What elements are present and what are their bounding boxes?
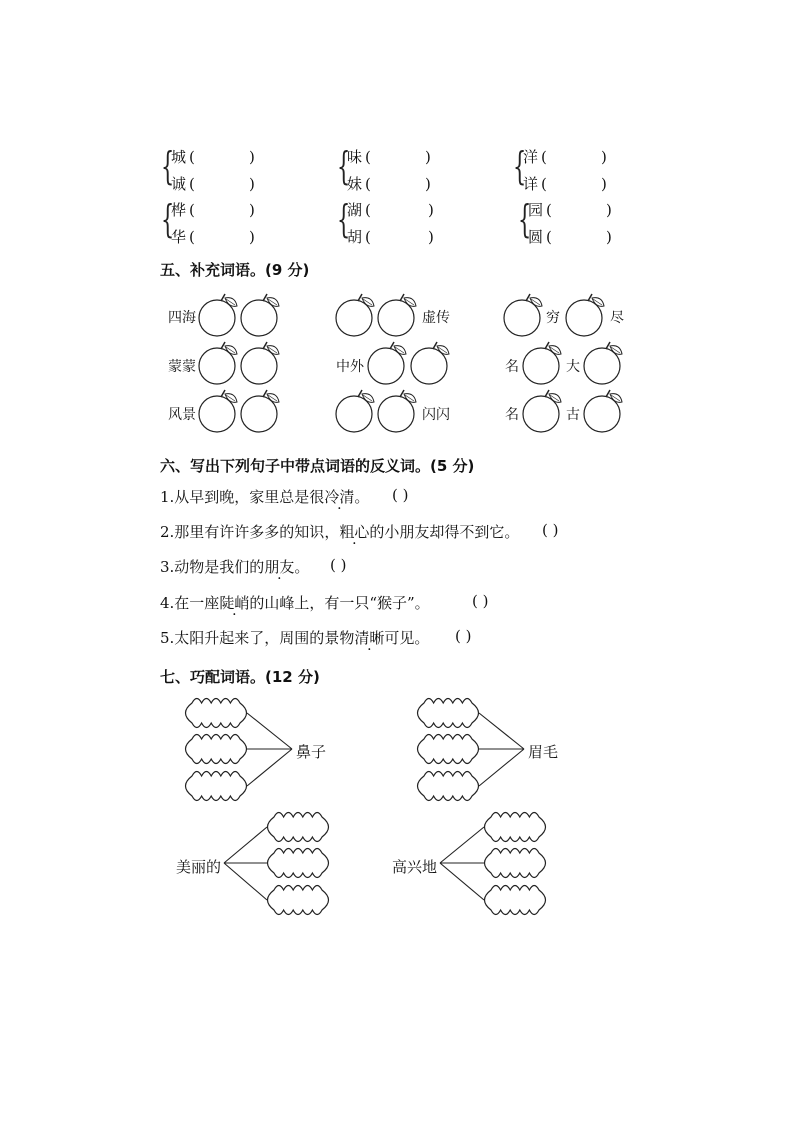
pair-char: 味	[347, 148, 363, 166]
idiom-word: 闪闪	[422, 407, 450, 423]
sentence-text: 2.那里有许许多多的知识，	[160, 523, 340, 541]
connector-line	[479, 749, 524, 786]
cloud-answer-box[interactable]	[186, 735, 247, 764]
idiom-word: 大	[566, 359, 580, 375]
pair-char: 华	[171, 228, 187, 246]
answer-blank[interactable]: ( )	[542, 521, 559, 539]
center-word-eyebrow: 眉毛	[528, 743, 559, 761]
answer-paren-close: )	[606, 228, 612, 246]
pair-char: 桦	[171, 201, 187, 219]
brace: {	[518, 197, 532, 241]
idiom-word: 名	[505, 359, 519, 375]
pair-char: 详	[523, 175, 539, 193]
answer-paren-open[interactable]: (	[189, 228, 195, 246]
answer-blank[interactable]: ( )	[455, 627, 472, 645]
brace: {	[337, 197, 351, 241]
sentence-text: 5.太阳升起来了，周围的景物	[160, 629, 355, 647]
sentence-text: 1.从早到晚，家里总是很	[160, 488, 325, 506]
cloud-answer-box[interactable]	[268, 849, 329, 878]
cloud-answer-box[interactable]	[268, 886, 329, 915]
section-7-heading: 七、巧配词语。(12 分)	[160, 668, 320, 686]
sentence-text: 4.在一座	[160, 594, 220, 612]
answer-paren-close: )	[249, 148, 255, 166]
connector-line	[224, 827, 267, 863]
connector-line	[247, 749, 292, 786]
connector-line	[440, 827, 484, 863]
cloud-answer-box[interactable]	[418, 735, 479, 764]
answer-paren-close: )	[425, 175, 431, 193]
answer-paren-open[interactable]: (	[365, 201, 371, 219]
answer-paren-open[interactable]: (	[546, 228, 552, 246]
pair-char: 诚	[171, 175, 187, 193]
pair-char: 湖	[347, 201, 363, 219]
answer-paren-open[interactable]: (	[189, 148, 195, 166]
connector-line	[224, 863, 267, 900]
cloud-answer-box[interactable]	[485, 849, 546, 878]
sentence-text: 3.动物是我们的	[160, 558, 265, 576]
answer-paren-close: )	[601, 175, 607, 193]
pair-char: 洋	[523, 148, 539, 166]
sentence-text: 。	[354, 488, 370, 506]
answer-paren-open[interactable]: (	[189, 201, 195, 219]
idiom-word: 名	[505, 407, 519, 423]
cloud-answer-box[interactable]	[418, 772, 479, 801]
cloud-answer-box[interactable]	[268, 813, 329, 842]
sentence-text: 可见。	[384, 629, 430, 647]
answer-paren-close: )	[606, 201, 612, 219]
connector-line	[440, 863, 484, 900]
answer-paren-open[interactable]: (	[365, 148, 371, 166]
pair-char: 园	[528, 201, 544, 219]
answer-paren-open[interactable]: (	[365, 175, 371, 193]
idiom-word: 四海	[168, 310, 196, 326]
brace: {	[161, 197, 175, 241]
dotted-word: 冷清	[324, 488, 355, 506]
cloud-answer-box[interactable]	[186, 699, 247, 728]
idiom-word: 尽	[610, 310, 624, 326]
answer-paren-open[interactable]: (	[546, 201, 552, 219]
cloud-answer-box[interactable]	[418, 699, 479, 728]
center-word-beautiful: 美丽的	[176, 858, 222, 876]
pair-char: 城	[171, 148, 187, 166]
pair-char: 妹	[347, 175, 363, 193]
brace: {	[513, 144, 527, 188]
dotted-word: 清晰	[354, 629, 385, 647]
answer-paren-close: )	[425, 148, 431, 166]
idiom-word: 蒙蒙	[168, 359, 196, 375]
answer-paren-close: )	[601, 148, 607, 166]
answer-paren-close: )	[249, 175, 255, 193]
idiom-word: 古	[566, 407, 580, 423]
sentence-text: 的山峰上，有一只“猴子”。	[249, 594, 430, 612]
answer-paren-close: )	[428, 201, 434, 219]
answer-paren-open[interactable]: (	[541, 148, 547, 166]
brace: {	[161, 144, 175, 188]
dotted-word: 陡峭	[219, 594, 250, 612]
answer-blank[interactable]: ( )	[392, 486, 409, 504]
answer-blank[interactable]: ( )	[330, 556, 347, 574]
idiom-word: 中外	[336, 359, 364, 375]
answer-paren-close: )	[249, 228, 255, 246]
pair-char: 圆	[528, 228, 544, 246]
idiom-word: 虚传	[422, 310, 450, 326]
dotted-word: 朋友	[264, 558, 295, 576]
sentence-text: 。	[294, 558, 310, 576]
center-word-nose: 鼻子	[296, 743, 327, 761]
section-6-heading: 六、写出下列句子中带点词语的反义词。(5 分)	[160, 457, 475, 475]
idiom-word: 穷	[546, 310, 560, 326]
connector-line	[247, 713, 292, 749]
answer-paren-close: )	[428, 228, 434, 246]
cloud-answer-box[interactable]	[485, 813, 546, 842]
brace: {	[337, 144, 351, 188]
connector-line	[479, 713, 524, 749]
idiom-word: 风景	[168, 407, 196, 423]
answer-paren-close: )	[249, 201, 255, 219]
dotted-word: 粗心	[339, 523, 370, 541]
pair-char: 胡	[347, 228, 363, 246]
answer-blank[interactable]: ( )	[472, 592, 489, 610]
answer-paren-open[interactable]: (	[189, 175, 195, 193]
answer-paren-open[interactable]: (	[365, 228, 371, 246]
center-word-happy: 高兴地	[392, 858, 438, 876]
cloud-answer-box[interactable]	[186, 772, 247, 801]
cloud-answer-box[interactable]	[485, 886, 546, 915]
sentence-text: 的小朋友却得不到它。	[369, 523, 520, 541]
section-5-heading: 五、补充词语。(9 分)	[160, 261, 310, 279]
answer-paren-open[interactable]: (	[541, 175, 547, 193]
